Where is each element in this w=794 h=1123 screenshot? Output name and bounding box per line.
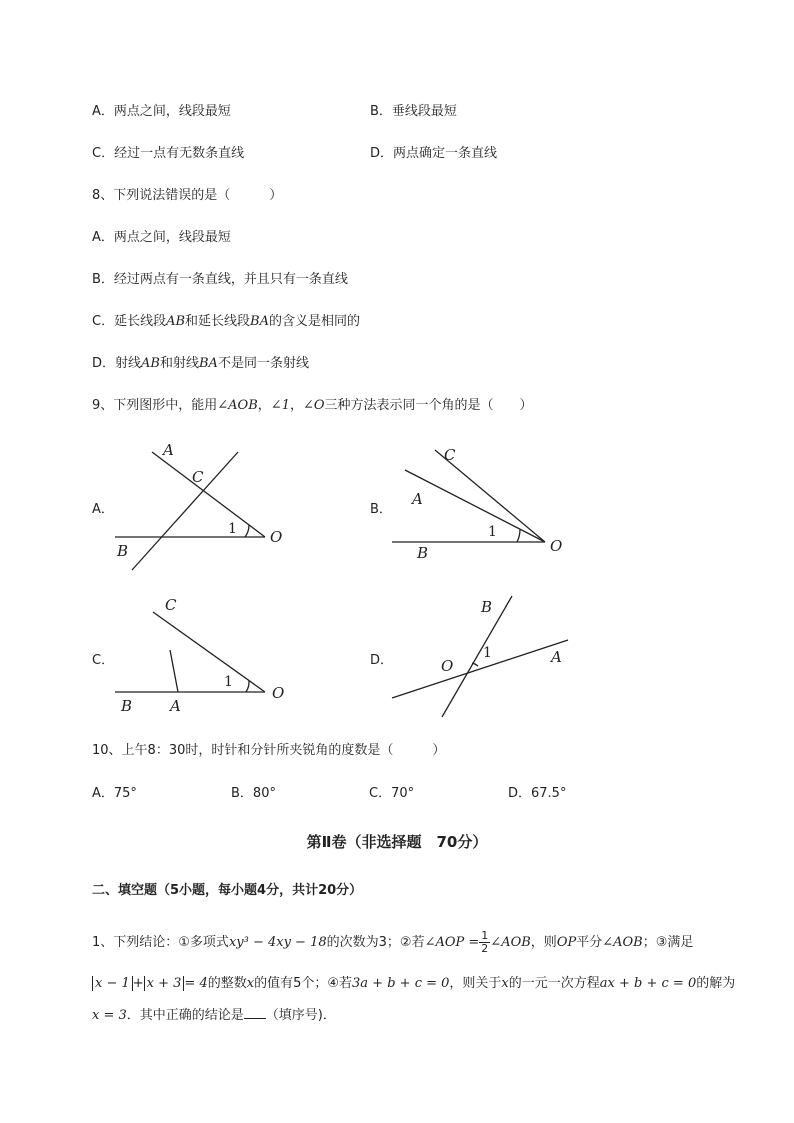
fig-c-label-b: B — [121, 697, 133, 715]
fill1-solution: x = 3 — [92, 1008, 127, 1023]
q8-d-math2: BA — [198, 356, 218, 371]
fig-b-ray-oa — [405, 470, 545, 542]
q9-stem-post: 三种方法表示同一个角的是（ ） — [324, 398, 533, 413]
q8-c-math1: AB — [166, 314, 186, 329]
fig-a-transversal — [132, 452, 238, 570]
q9-math-1: ∠1 — [270, 398, 290, 413]
fill1-angle-aob: ∠AOB — [490, 935, 531, 950]
fill1-angle-aop: ∠AOP = — [424, 935, 480, 950]
q10-stem: 10、上午8：30时，时针和分针所夹锐角的度数是（ ） — [92, 743, 446, 758]
q7-option-a: A．两点之间，线段最短 — [92, 104, 231, 119]
q8-option-d — [92, 352, 309, 371]
q8-c-mid: 和延长线段 — [185, 314, 251, 329]
q9-figure-d — [385, 590, 585, 730]
fill1-line1 — [92, 930, 693, 955]
fig-a-ray-oa — [152, 452, 265, 537]
q9-sep2: ， — [289, 398, 303, 413]
q9-label-a: A． — [92, 502, 114, 517]
fig-d-label-1: 1 — [483, 645, 492, 661]
fill1-answer-blank[interactable] — [244, 1006, 266, 1019]
fill1-l2-mid: 的整数 — [207, 976, 247, 991]
fill1-line2 — [92, 972, 735, 991]
fill1-angle-aob-2: ∠AOB — [602, 935, 643, 950]
q9-stem-pre: 9、下列图形中，能用 — [92, 398, 218, 413]
q8-c-post: 的含义是相同的 — [269, 314, 361, 329]
fig-a-label-c: C — [192, 468, 204, 486]
fill1-l1-pre: 1、下列结论：①多项式 — [92, 935, 229, 950]
fraction-numerator: 1 — [481, 929, 489, 942]
fig-c-label-a: A — [170, 697, 181, 715]
q9-sep1: ， — [257, 398, 271, 413]
fill1-x: x — [246, 976, 255, 991]
q9-label-b: B． — [370, 502, 392, 517]
fig-d-label-o: O — [441, 657, 454, 675]
fill1-l2-mid2: 的值有5个；④若 — [254, 976, 353, 991]
fill1-line3 — [92, 1004, 336, 1023]
fill1-plus: + — [132, 976, 144, 991]
fill1-condition: 3a + b + c = 0 — [352, 976, 450, 991]
fill1-l2-mid4: 的一元一次方程 — [508, 976, 600, 991]
fig-a-label-b: B — [117, 542, 129, 560]
q8-option-c — [92, 310, 360, 329]
fig-d-line-oa — [392, 640, 568, 698]
fraction-denominator: 2 — [481, 942, 489, 955]
q7-option-d: D．两点确定一条直线 — [370, 146, 498, 161]
fig-a-label-a: A — [163, 441, 174, 459]
fig-b-label-a: A — [412, 490, 423, 508]
fill1-abs2: x + 3 — [144, 976, 185, 991]
fig-c-angle-arc — [246, 681, 249, 692]
fill1-equation: ax + b + c = 0 — [599, 976, 697, 991]
q8-d-pre: D．射线 — [92, 356, 142, 371]
fill1-l1-mid2: ，则 — [530, 935, 557, 950]
q10-option-a: A．75° — [92, 786, 137, 801]
fig-a-label-o: O — [270, 528, 283, 546]
q10-option-c: C．70° — [369, 786, 415, 801]
q9-stem — [92, 394, 533, 413]
q10-option-d: D．67.5° — [508, 786, 567, 801]
q9-label-c: C． — [92, 653, 115, 668]
q8-d-mid: 和射线 — [159, 356, 199, 371]
q10-option-b: B．80° — [231, 786, 276, 801]
q8-option-a: A．两点之间，线段最短 — [92, 230, 231, 245]
fig-a-angle-arc — [245, 525, 249, 537]
q8-option-b: B．经过两点有一条直线，并且只有一条直线 — [92, 272, 348, 287]
fill1-abs1: x − 1 — [92, 976, 133, 991]
fill1-x2: x — [501, 976, 509, 991]
q8-stem: 8、下列说法错误的是（ ） — [92, 188, 283, 203]
fig-c-label-1: 1 — [224, 674, 233, 690]
q9-math-o: ∠O — [302, 398, 325, 413]
q8-c-pre: C．延长线段 — [92, 314, 167, 329]
fill1-l2-mid3: ，则关于 — [449, 976, 502, 991]
fill1-l1-mid3: 平分 — [576, 935, 603, 950]
fig-c-segment-a — [170, 650, 178, 692]
fig-b-label-o: O — [550, 537, 563, 555]
q8-c-math2: BA — [250, 314, 269, 329]
fig-a-label-1: 1 — [228, 521, 237, 537]
q9-figure-c — [100, 590, 300, 730]
fill1-l1-post: ；③满足 — [642, 935, 694, 950]
fill1-l3-post: ．其中正确的结论是 — [126, 1008, 244, 1023]
fig-c-label-o: O — [272, 684, 285, 702]
fill1-l2-post: 的解为 — [696, 976, 736, 991]
q8-d-math1: AB — [141, 356, 160, 371]
fig-b-label-b: B — [417, 544, 429, 562]
q9-math-aob: ∠AOB — [217, 398, 258, 413]
fig-d-label-a: A — [551, 648, 562, 666]
fill1-l3-tail: （填序号)． — [265, 1008, 336, 1023]
q8-d-post: 不是同一条射线 — [217, 356, 309, 371]
q9-figure-b — [380, 430, 580, 580]
fig-b-angle-arc — [517, 529, 520, 542]
fig-b-label-c: C — [444, 446, 456, 464]
fill1-l1-mid: 的次数为3；②若 — [326, 935, 425, 950]
q9-label-d: D． — [370, 653, 394, 668]
fill1-eq4: = 4 — [184, 976, 208, 991]
fill1-polynomial: xy³ − 4xy − 18 — [228, 935, 327, 950]
section-fill-blank: 二、填空题（5小题，每小题4分，共计20分） — [92, 883, 363, 898]
q9-figure-a — [100, 430, 300, 580]
fill1-fraction — [479, 930, 490, 955]
fig-d-label-b: B — [481, 598, 493, 616]
fill1-op: OP — [556, 935, 577, 950]
fig-c-label-c: C — [165, 596, 177, 614]
q7-option-b: B．垂线段最短 — [370, 104, 457, 119]
part2-title: 第Ⅱ卷（非选择题 70分） — [306, 833, 488, 851]
fig-b-label-1: 1 — [488, 524, 497, 540]
q7-option-c: C．经过一点有无数条直线 — [92, 146, 245, 161]
